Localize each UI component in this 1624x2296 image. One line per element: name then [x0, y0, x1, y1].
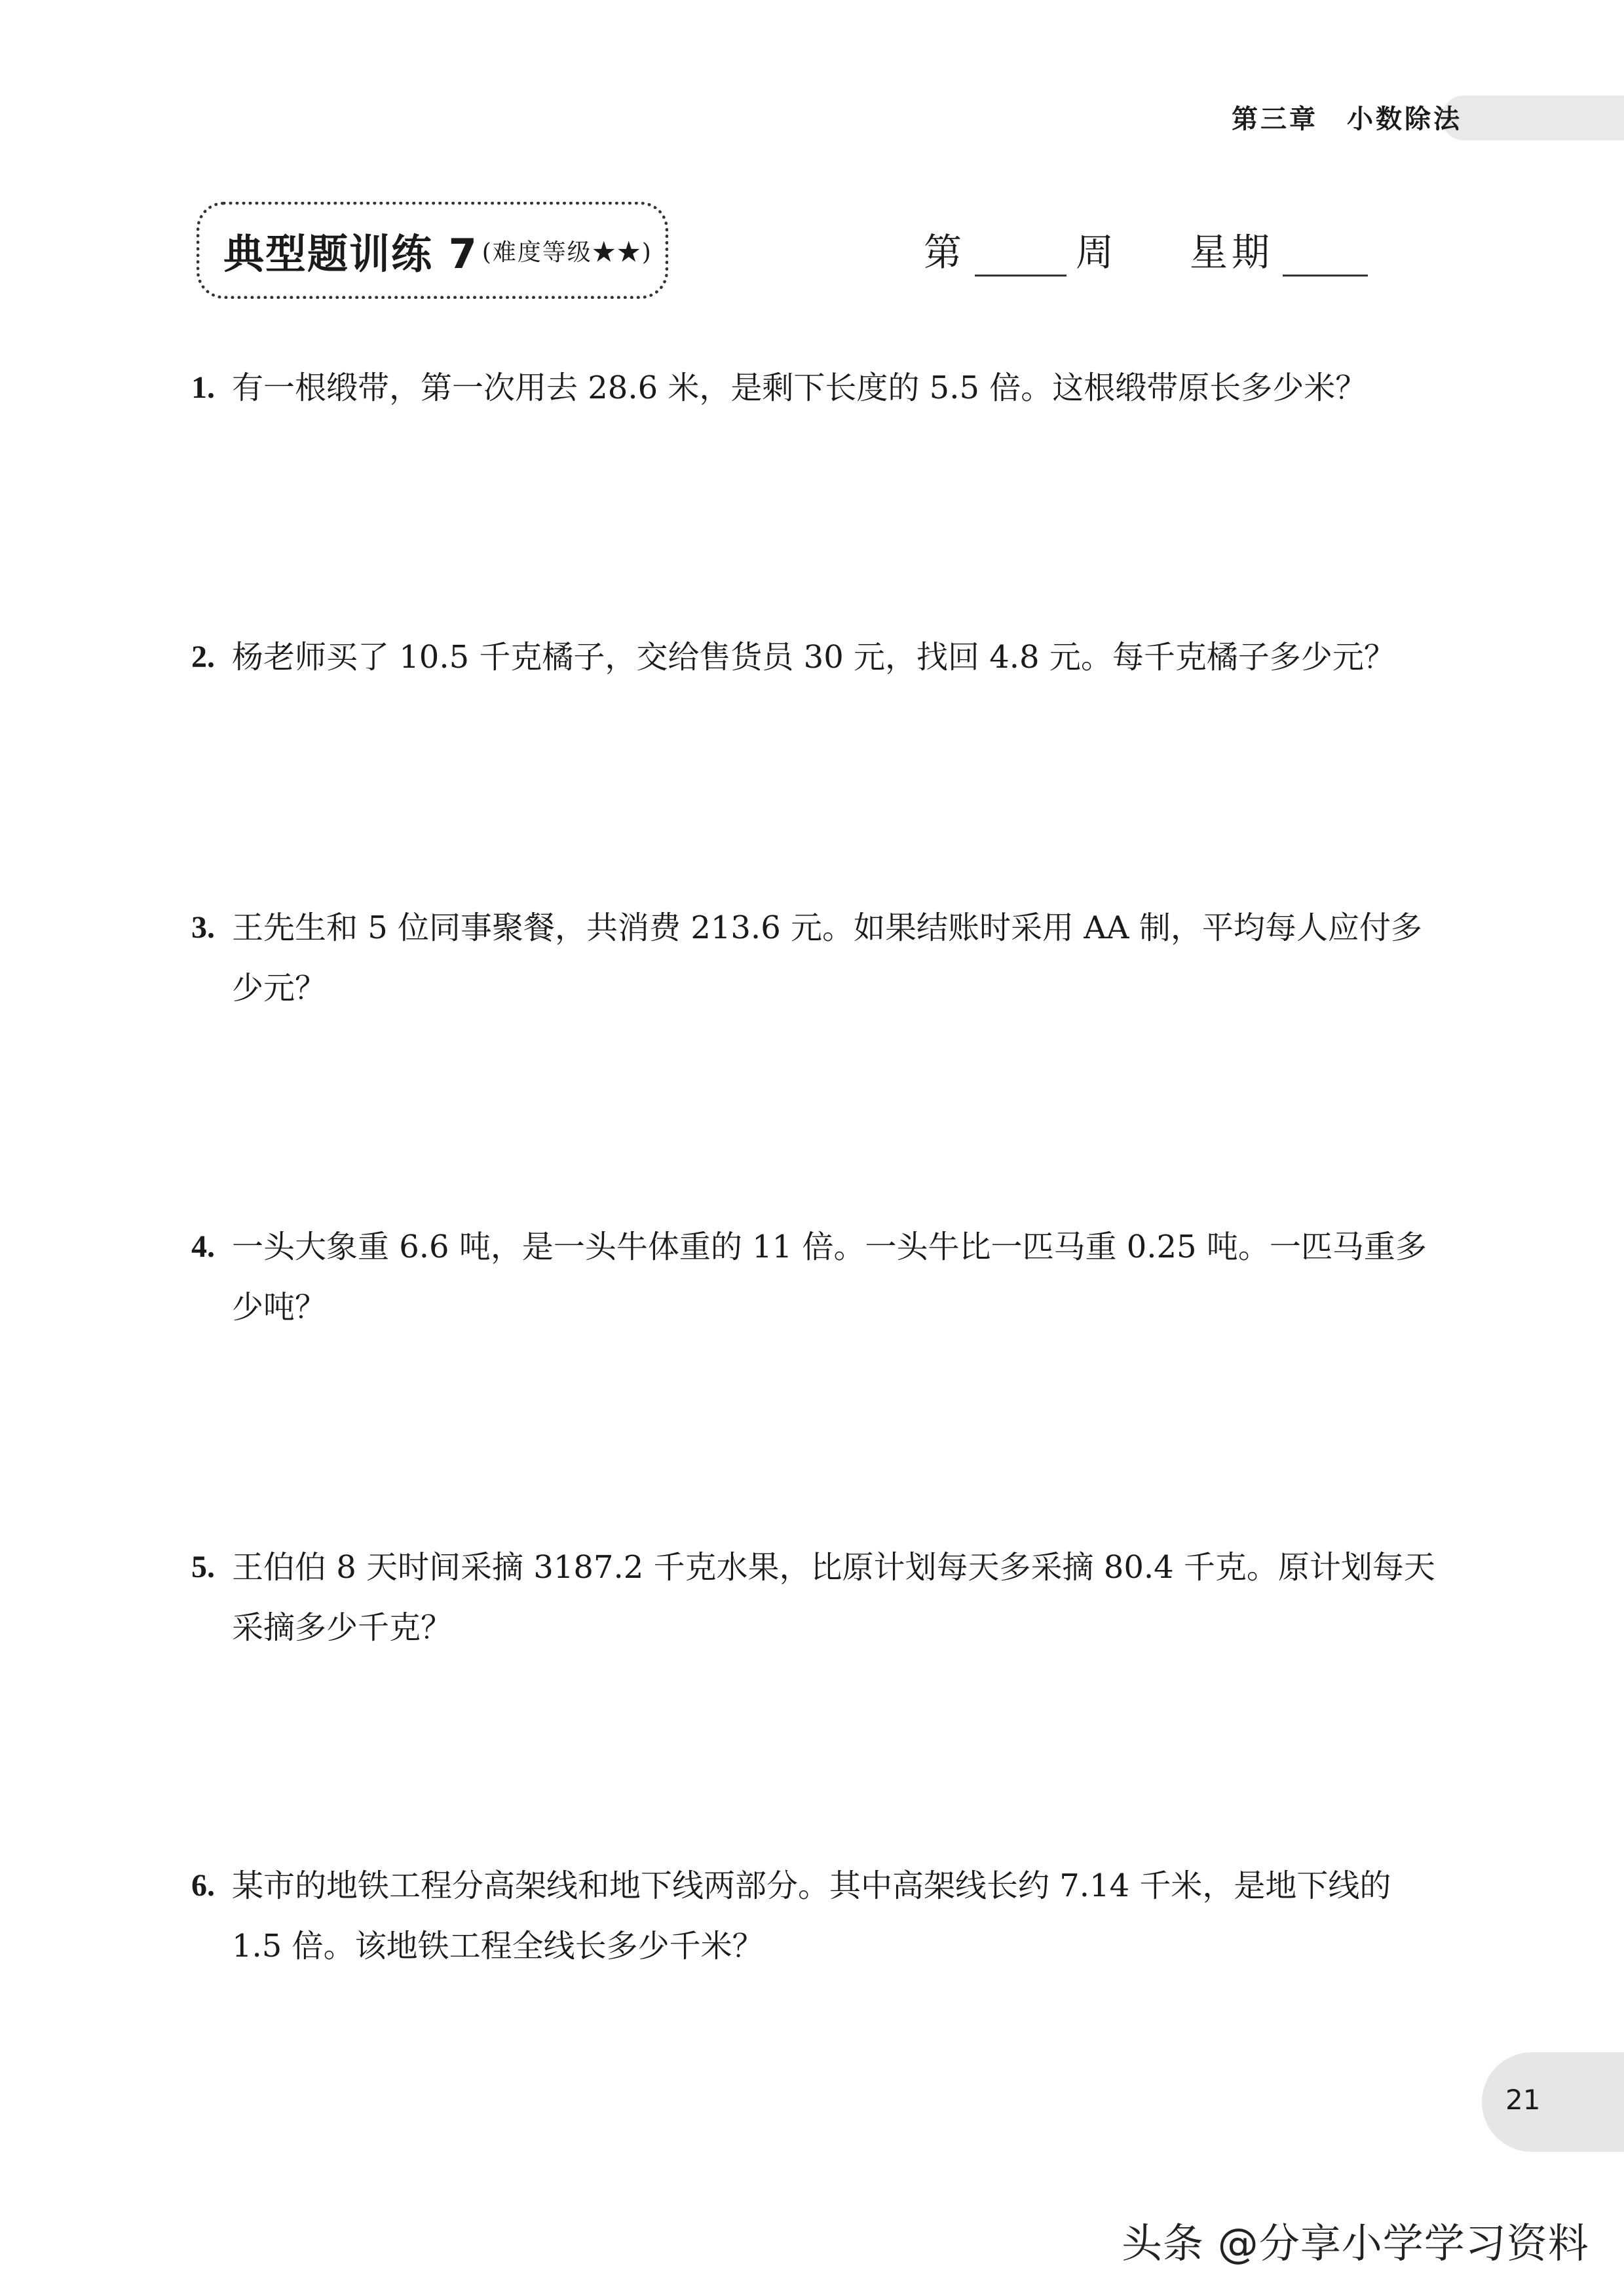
question-2: [191, 627, 1436, 687]
week-unit: 周: [1076, 230, 1118, 275]
exercise-title: 典型题训练 7: [223, 229, 478, 278]
question-3: [191, 898, 1436, 1018]
question-number: 4.: [191, 1229, 215, 1264]
question-text: 一头大象重 6.6 吨，是一头牛体重的 11 倍。一头牛比一匹马重 0.25 吨。一匹马重多少吨？: [232, 1229, 1427, 1326]
week-prefix: 第: [924, 230, 966, 275]
question-text: 某市的地铁工程分高架线和地下线两部分。其中高架线长约 7.14 千米，是地下线的 1.5 倍。该地铁工程全线长多少千米？: [232, 1867, 1391, 1964]
question-text: 杨老师买了 10.5 千克橘子，交给售货员 30 元，找回 4.8 元。每千克橘子多少元？: [232, 639, 1395, 676]
question-number: 6.: [191, 1868, 215, 1903]
weekday-label: 星期: [1190, 230, 1274, 275]
question-5: [191, 1537, 1436, 1658]
page-number: 21: [1505, 2084, 1541, 2116]
difficulty-label: (难度等级★★): [482, 239, 652, 266]
weekday-blank[interactable]: [1283, 240, 1368, 277]
chapter-label: 第三章 小数除法: [1232, 104, 1462, 134]
question-number: 3.: [191, 910, 215, 945]
exercise-title-box: [197, 202, 668, 299]
week-blank[interactable]: [975, 240, 1067, 277]
question-number: 1.: [191, 370, 215, 405]
question-text: 有一根缎带，第一次用去 28.6 米，是剩下长度的 5.5 倍。这根缎带原长多少米？: [232, 370, 1367, 406]
question-number: 5.: [191, 1550, 215, 1584]
question-text: 王伯伯 8 天时间采摘 3187.2 千克水果，比原计划每天多采摘 80.4 千克。原计划每天采摘多少千克？: [232, 1549, 1435, 1646]
question-6: [191, 1856, 1436, 1976]
chapter-tab: [1441, 96, 1624, 140]
question-number: 2.: [191, 640, 215, 674]
page-number-tab: [1482, 2052, 1624, 2152]
question-text: 王先生和 5 位同事聚餐，共消费 213.6 元。如果结账时采用 AA 制，平均每人应付多少元？: [232, 909, 1422, 1006]
question-1: [191, 358, 1436, 418]
week-day-fill-in: [924, 221, 1377, 277]
question-4: [191, 1217, 1436, 1337]
watermark: 头条 @分享小学学习资料: [1122, 2219, 1589, 2267]
